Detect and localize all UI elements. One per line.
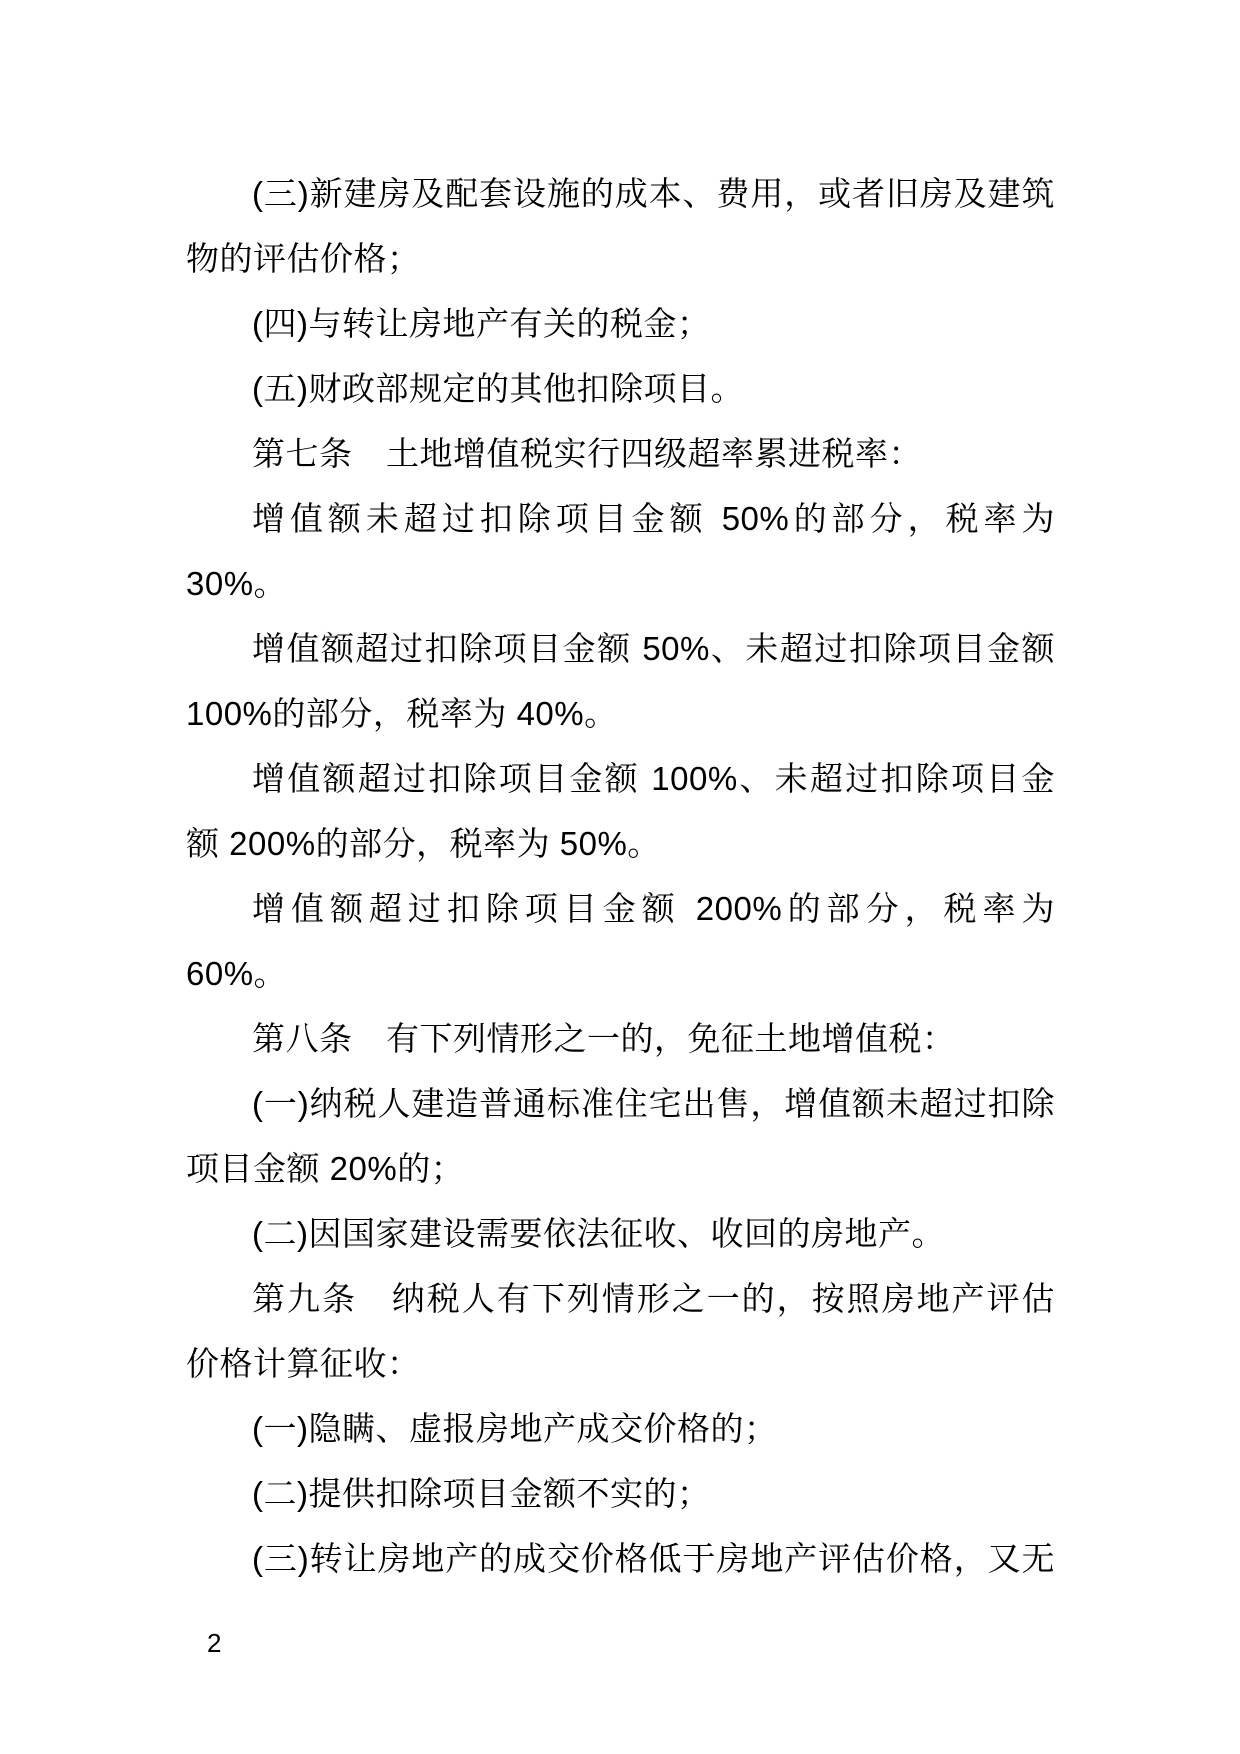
text-line: 增值额超过扣除项目金额 50%、未超过扣除项目金额 — [252, 630, 1055, 667]
text-line: 第九条 纳税人有下列情形之一的，按照房地产评估 — [252, 1280, 1055, 1317]
paragraph — [186, 356, 1055, 421]
text-line: (三)新建房及配套设施的成本、费用，或者旧房及建筑 — [252, 175, 1055, 212]
text-line: 60%。 — [186, 955, 288, 992]
text-line: 项目金额 20%的； — [186, 1150, 465, 1187]
text-line: 增值额未超过扣除项目金额 50%的部分，税率为 — [252, 500, 1055, 537]
text-line: 增值额超过扣除项目金额 200%的部分，税率为 — [252, 890, 1055, 927]
paragraph — [186, 876, 1055, 1006]
text-line: 物的评估价格； — [186, 240, 421, 277]
text-line: 30%。 — [186, 565, 288, 602]
text-line: (一)纳税人建造普通标准住宅出售，增值额未超过扣除 — [252, 1085, 1055, 1122]
text-line: (五)财政部规定的其他扣除项目。 — [252, 370, 744, 407]
page-number: 2 — [207, 1628, 222, 1658]
paragraph — [186, 1396, 1055, 1461]
paragraph — [186, 616, 1055, 746]
text-line: 价格计算征收： — [186, 1345, 421, 1382]
text-line: (一)隐瞒、虚报房地产成交价格的； — [252, 1410, 778, 1447]
paragraph — [186, 1266, 1055, 1396]
paragraph — [186, 1201, 1055, 1266]
text-line: (二)因国家建设需要依法征收、收回的房地产。 — [252, 1215, 945, 1252]
text-line: (三)转让房地产的成交价格低于房地产评估价格，又无 — [252, 1540, 1055, 1577]
paragraph — [186, 1461, 1055, 1526]
paragraph — [186, 291, 1055, 356]
text-line: 额 200%的部分，税率为 50%。 — [186, 825, 661, 862]
paragraph — [186, 486, 1055, 616]
paragraph — [186, 746, 1055, 876]
paragraph — [186, 1006, 1055, 1071]
paragraph — [186, 1071, 1055, 1201]
text-line: 100%的部分，税率为 40%。 — [186, 695, 618, 732]
document-body — [186, 161, 1055, 1591]
text-line: (二)提供扣除项目金额不实的； — [252, 1475, 711, 1512]
text-line: 增值额超过扣除项目金额 100%、未超过扣除项目金 — [252, 760, 1055, 797]
paragraph — [186, 161, 1055, 291]
text-line: (四)与转让房地产有关的税金； — [252, 305, 711, 342]
paragraph — [186, 421, 1055, 486]
text-line: 第七条 土地增值税实行四级超率累进税率： — [252, 435, 922, 472]
text-line: 第八条 有下列情形之一的，免征土地增值税： — [252, 1020, 956, 1057]
paragraph — [186, 1526, 1055, 1591]
